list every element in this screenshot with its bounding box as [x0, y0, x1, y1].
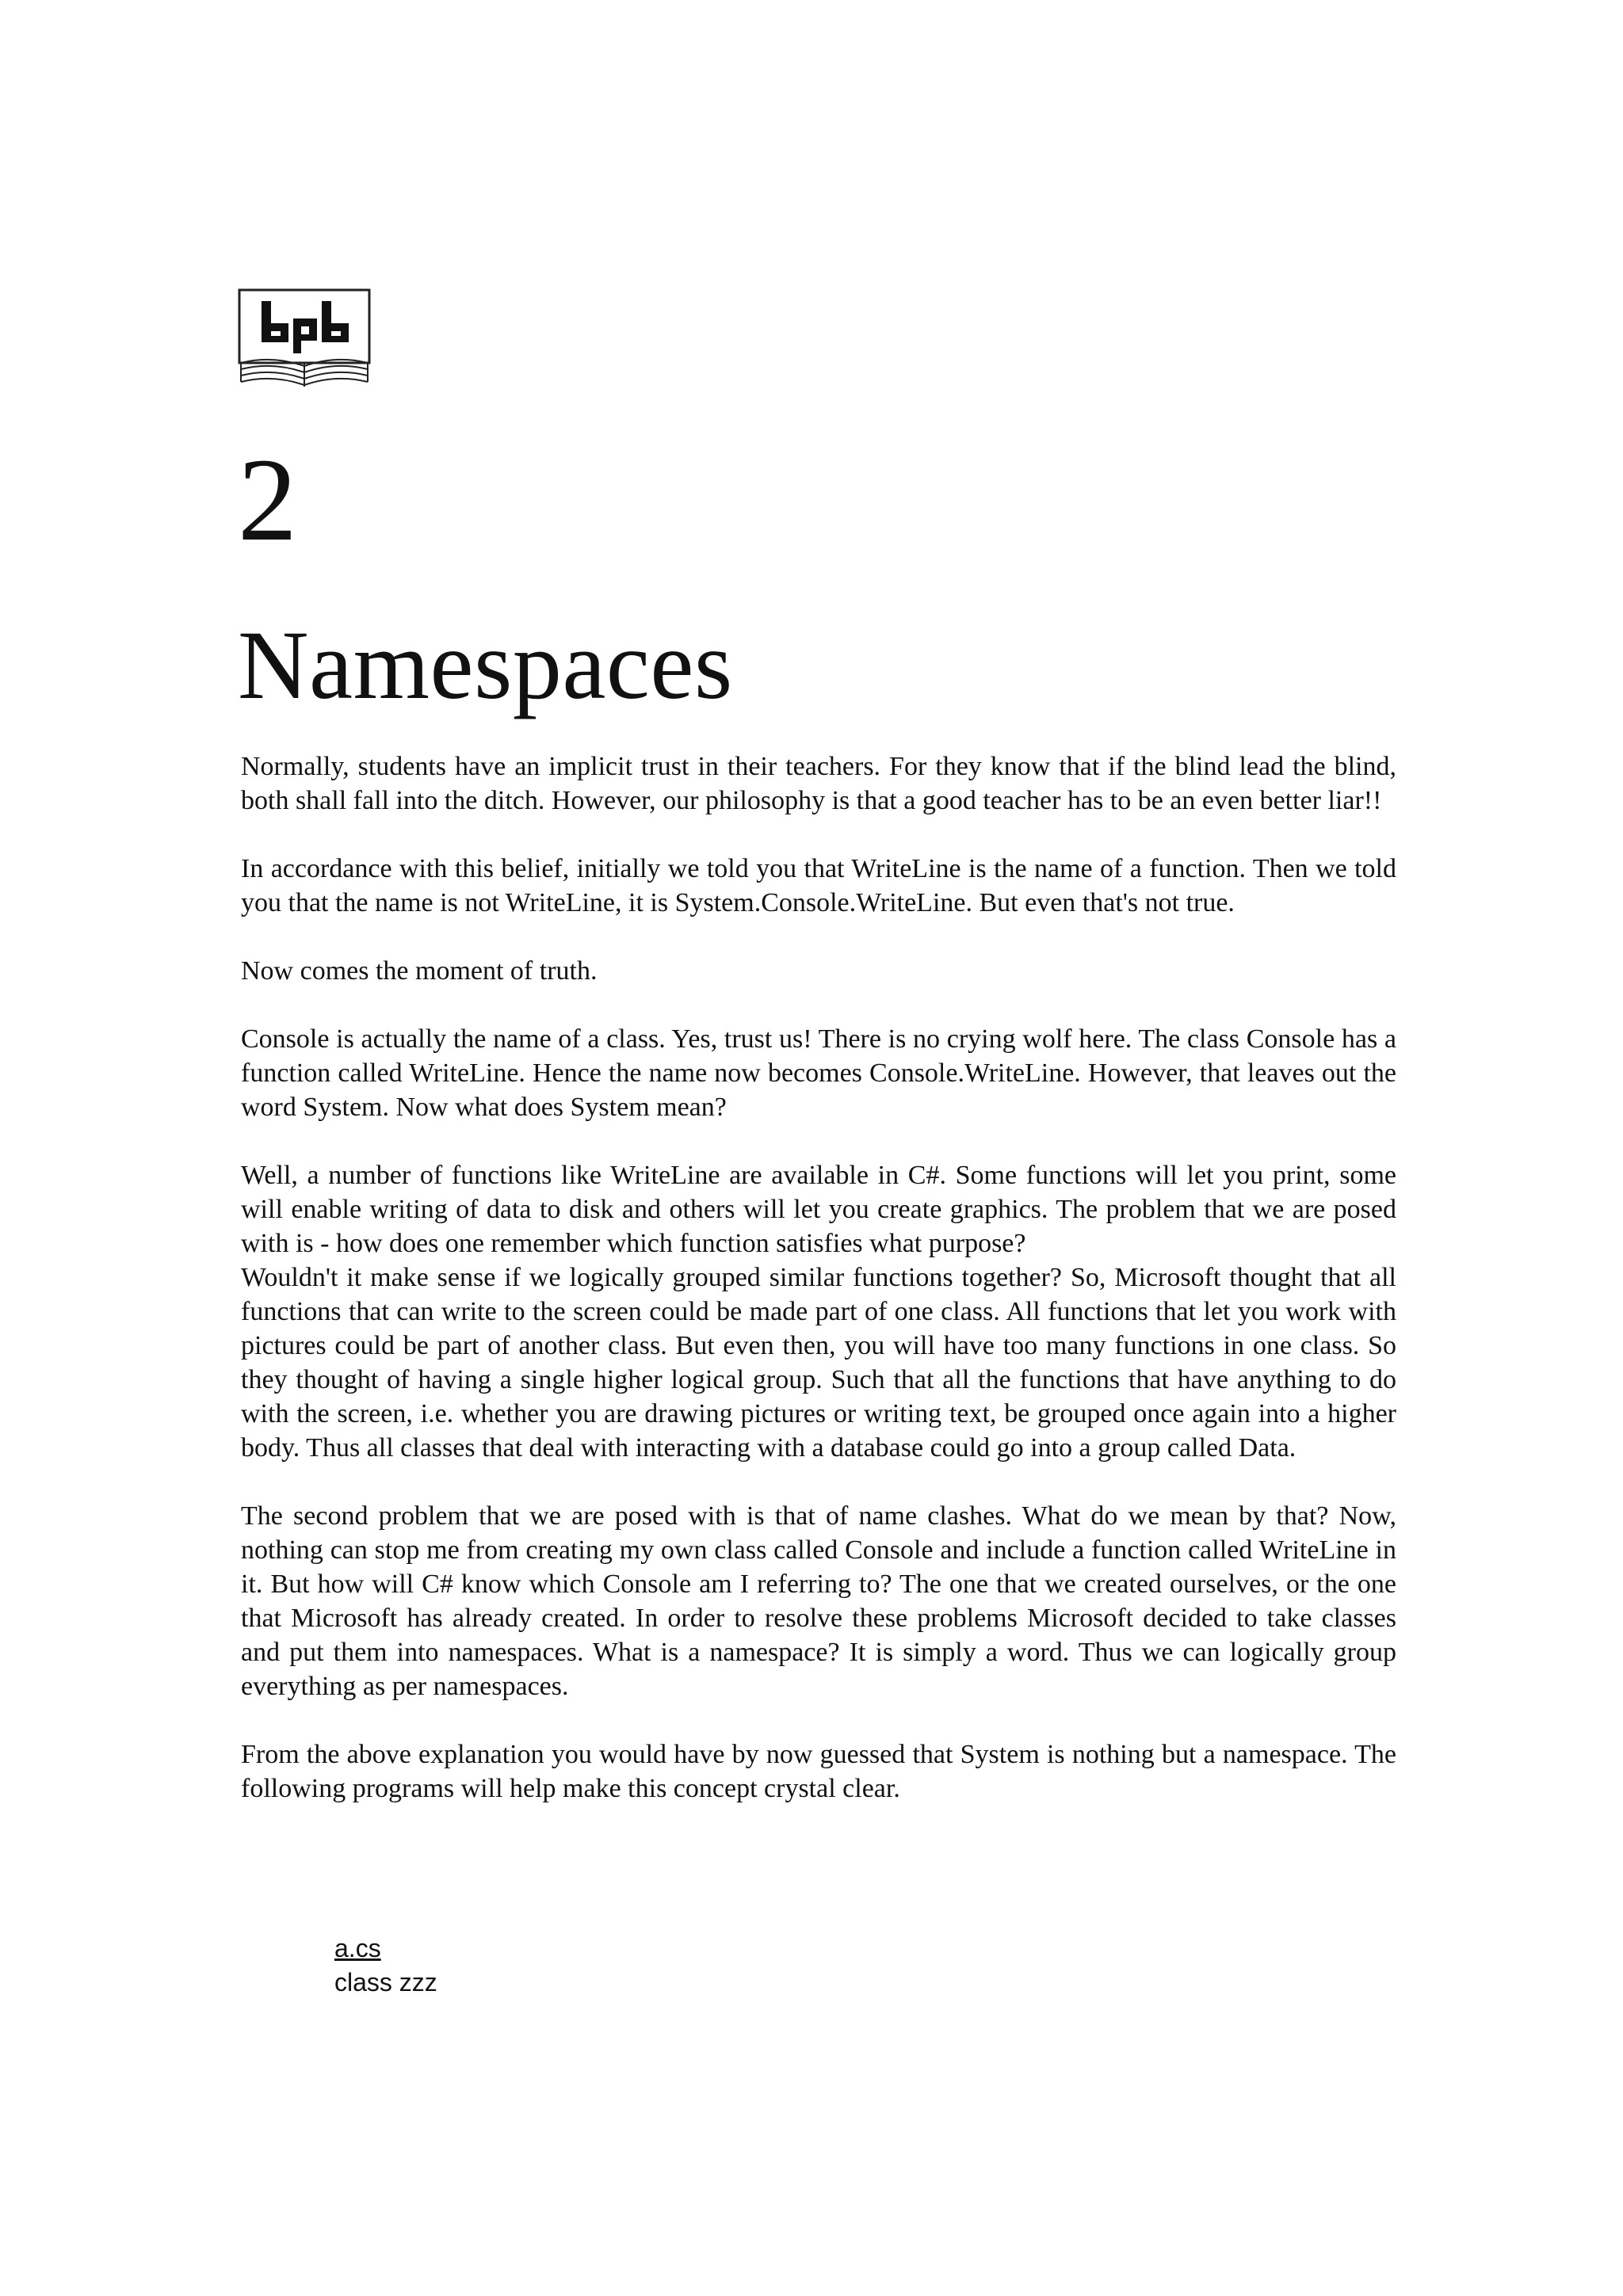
bpb-book-logo-icon	[238, 288, 371, 390]
chapter-number: 2	[238, 434, 297, 566]
body-text	[241, 749, 1396, 1840]
paragraph-8: From the above explanation you would have by now guessed that System is nothing but a namespace. The following programs will help make this concept crystal clear.	[241, 1740, 1396, 1803]
paragraph-7: The second problem that we are posed with is that of name clashes. What do we mean by that? Now, nothing can stop me from creating my own class called Console and include a function called WriteLine in it. But how will C# know which Console am I referring to? The one that we created ourselves, or the one that Microsoft has already created. In order to resolve these problems Microsoft decided to take classes and put them into namespaces. What is a namespace? It is simply a word. Thus we can logically group everything as per namespaces.	[241, 1501, 1396, 1701]
chapter-title: Namespaces	[238, 611, 733, 719]
paragraph-4: Console is actually the name of a class. Yes, trust us! There is no crying wolf here. The class Console has a function called WriteLine. Hence the name now becomes Console.WriteLine. However, that leaves out the word System. Now what does System mean?	[241, 1024, 1396, 1122]
paragraph-2: In accordance with this belief, initially we told you that WriteLine is the name of a function. Then we told you that the name is not WriteLine, it is System.Console.WriteLine. But even that's not true.	[241, 854, 1396, 917]
code-listing	[334, 1932, 437, 2000]
code-file-name: a.cs	[334, 1934, 381, 1962]
paragraph-5: Well, a number of functions like WriteLine are available in C#. Some functions will let you print, some will enable writing of data to disk and others will let you create graphics. The problem that we are posed with is - how does one remember which function satisfies what purpose?	[241, 1161, 1396, 1258]
code-line: class zzz	[334, 1968, 437, 1997]
paragraph-3: Now comes the moment of truth.	[241, 956, 598, 986]
paragraph-1: Normally, students have an implicit trust in their teachers. For they know that if the blind lead the blind, both shall fall into the ditch. However, our philosophy is that a good teacher has to be an even better liar!!	[241, 752, 1396, 815]
paragraph-6: Wouldn't it make sense if we logically grouped similar functions together? So, Microsoft thought that all functions that can write to the screen could be made part of one class. All functions that let you work with pictures could be part of another class. But even then, you will have too many functions in one class. So they thought of having a single higher logical group. Such that all the functions that have anything to do with the screen, i.e. whether you are drawing pictures or writing text, be grouped once again into a higher body. Thus all classes that deal with interacting with a database could go into a group called Data.	[241, 1263, 1396, 1463]
